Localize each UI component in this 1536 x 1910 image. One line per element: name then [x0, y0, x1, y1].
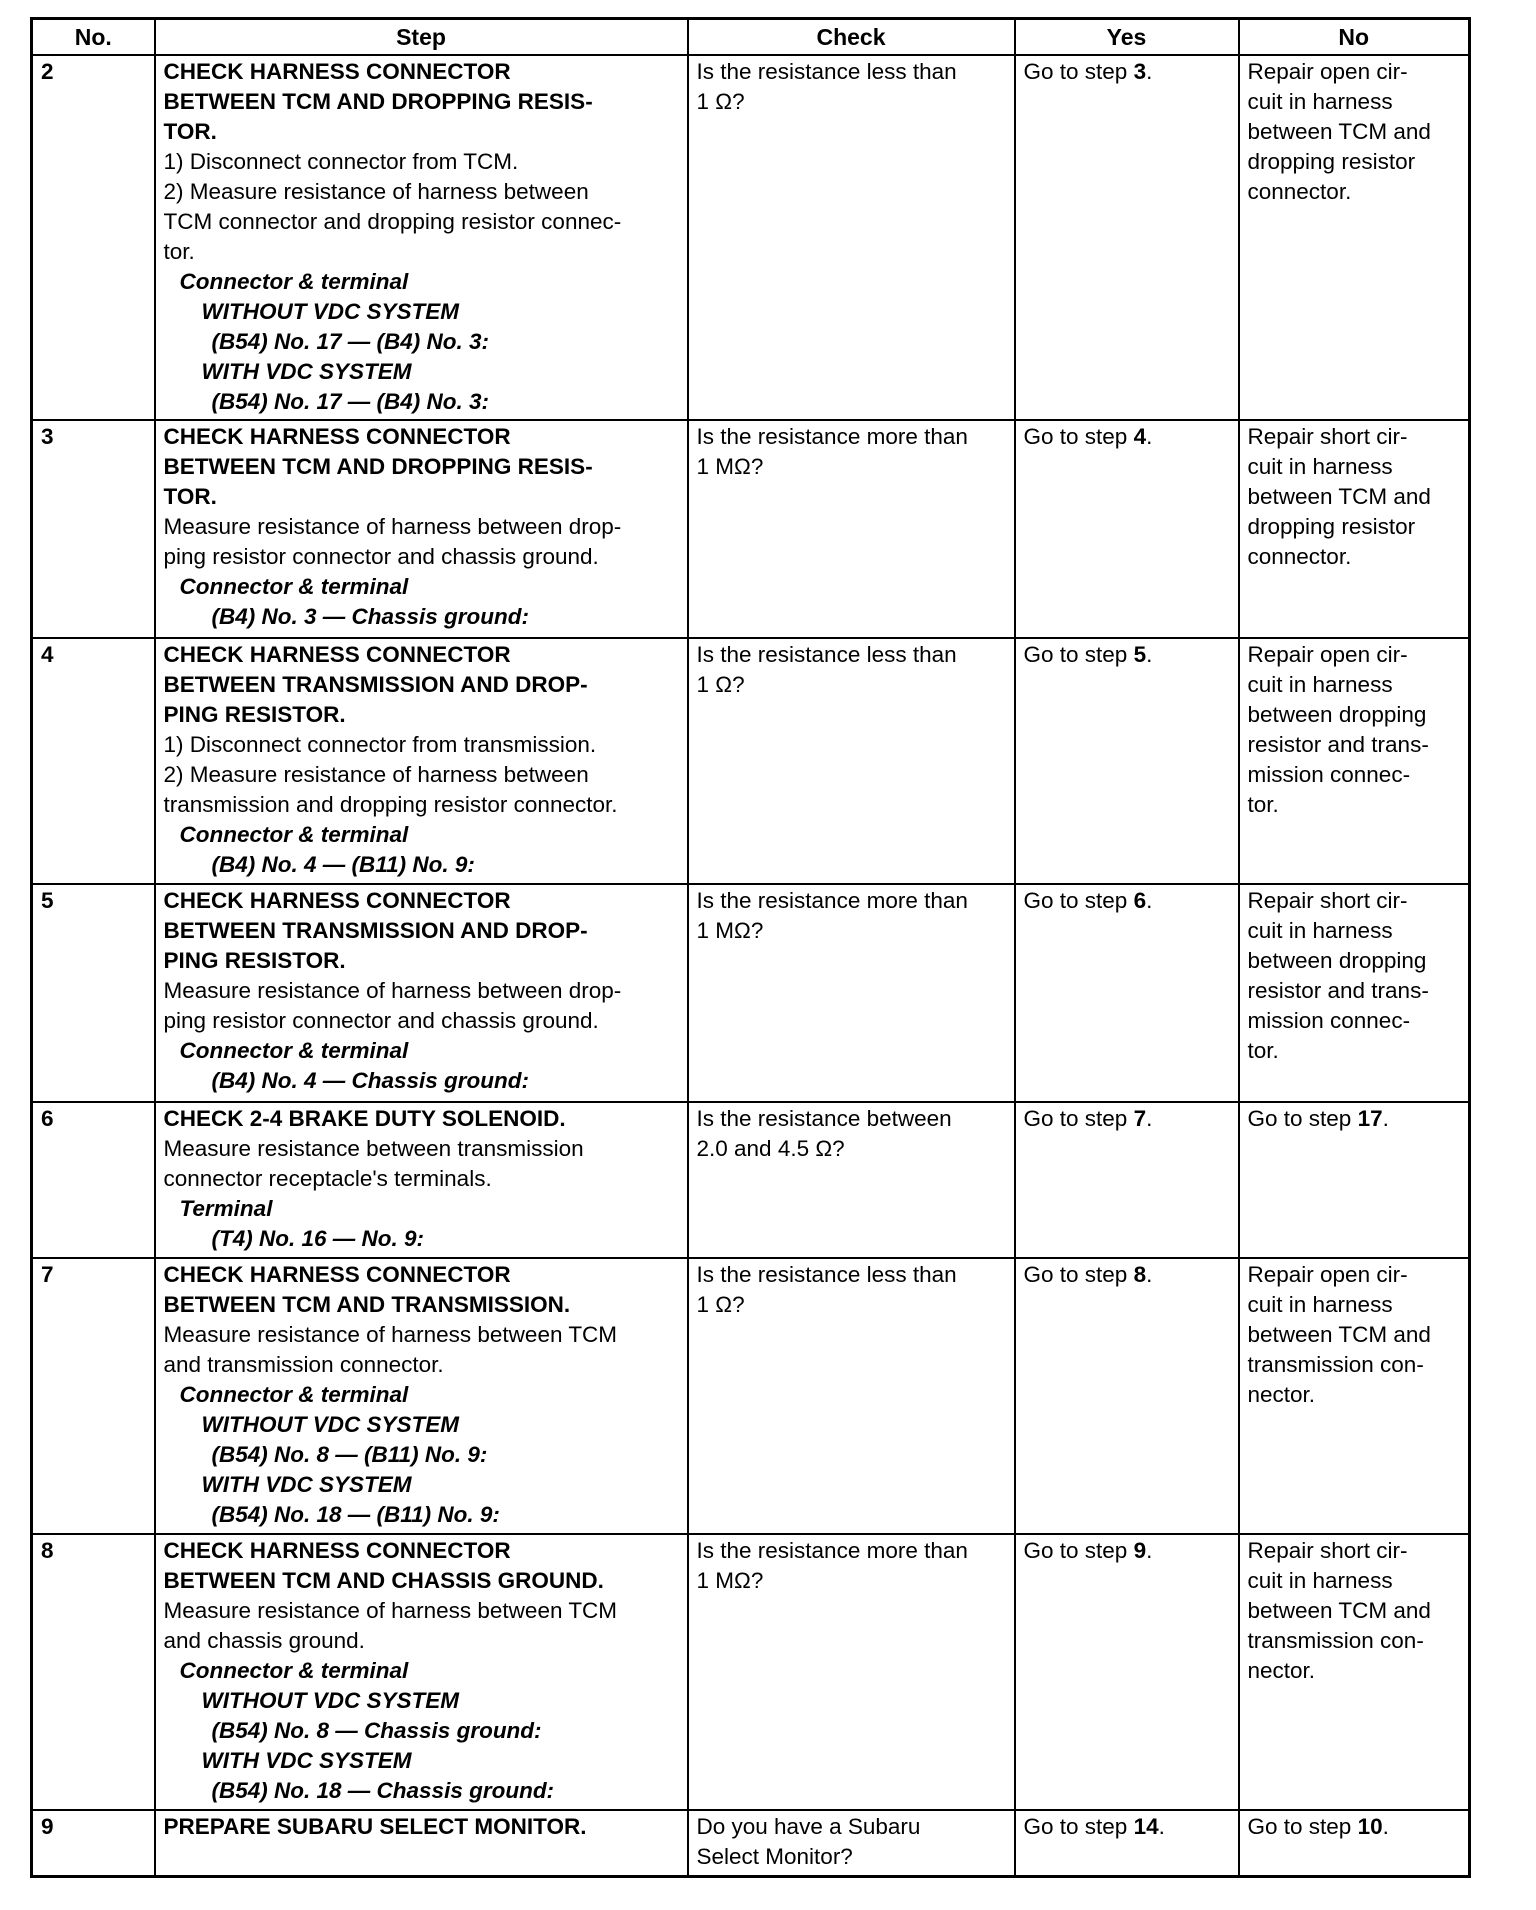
- check-question: Is the resistance more than 1 MΩ?: [696, 424, 968, 479]
- step-title: CHECK HARNESS CONNECTOR BETWEEN TCM AND TRANSMISSION.: [163, 1262, 571, 1317]
- system-label: WITHOUT VDC SYSTEM: [201, 1688, 459, 1713]
- step-number: 3: [32, 420, 155, 638]
- header-yes: Yes: [1015, 19, 1239, 56]
- step-body: 1) Disconnect connector from transmission. 2) Measure resistance of harness between transmission and dropping resistor connector.: [163, 732, 618, 817]
- header-check: Check: [688, 19, 1015, 56]
- no-cell: [1239, 1258, 1470, 1534]
- no-text-end: .: [1382, 1106, 1389, 1131]
- step-number: 2: [32, 55, 155, 420]
- yes-text: Go to step: [1023, 424, 1134, 449]
- yes-text: Go to step: [1023, 1814, 1134, 1839]
- no-action-text: Repair open cir- cuit in harness between TCM and dropping resistor connector.: [1247, 59, 1431, 204]
- yes-cell: [1015, 420, 1239, 638]
- terminal-value: (B54) No. 8 — Chassis ground:: [211, 1718, 542, 1743]
- step-body: Measure resistance of harness between TCM and chassis ground.: [163, 1598, 618, 1653]
- connector-label: Connector & terminal: [179, 269, 409, 294]
- step-cell: [155, 1102, 688, 1258]
- terminal-value: (B54) No. 17 — (B4) No. 3:: [211, 329, 490, 354]
- step-title: CHECK HARNESS CONNECTOR BETWEEN TCM AND CHASSIS GROUND.: [163, 1538, 604, 1593]
- step-cell: [155, 1534, 688, 1810]
- step-number: 5: [32, 884, 155, 1102]
- no-cell: [1239, 638, 1470, 884]
- header-no: No.: [32, 19, 155, 56]
- yes-cell: [1015, 1810, 1239, 1876]
- check-question: Is the resistance less than 1 Ω?: [696, 642, 957, 697]
- yes-text: Go to step: [1023, 642, 1134, 667]
- check-question: Is the resistance more than 1 MΩ?: [696, 1538, 968, 1593]
- check-question: Is the resistance less than 1 Ω?: [696, 59, 957, 114]
- yes-text-end: .: [1146, 1106, 1153, 1131]
- yes-cell: [1015, 1258, 1239, 1534]
- step-title: CHECK HARNESS CONNECTOR BETWEEN TRANSMISSION AND DROP- PING RESISTOR.: [163, 888, 588, 973]
- table-row: [32, 1534, 1470, 1810]
- yes-step-link: 3: [1133, 59, 1147, 84]
- yes-text-end: .: [1146, 59, 1153, 84]
- no-action-text: Repair short cir- cuit in harness between TCM and transmission con- nector.: [1247, 1538, 1431, 1683]
- no-step-link: 17: [1357, 1106, 1383, 1131]
- check-cell: [688, 1102, 1015, 1258]
- header-step: Step: [155, 19, 688, 56]
- check-cell: [688, 1258, 1015, 1534]
- check-cell: [688, 1534, 1015, 1810]
- connector-label: Connector & terminal: [179, 1038, 409, 1063]
- yes-step-link: 6: [1133, 888, 1147, 913]
- no-cell: [1239, 1102, 1470, 1258]
- connector-label: Connector & terminal: [179, 574, 409, 599]
- header-no-action: No: [1239, 19, 1470, 56]
- yes-text-end: .: [1158, 1814, 1165, 1839]
- check-cell: [688, 420, 1015, 638]
- step-cell: [155, 420, 688, 638]
- step-body: Measure resistance between transmission connector receptacle's terminals.: [163, 1136, 584, 1191]
- step-title: CHECK HARNESS CONNECTOR BETWEEN TCM AND DROPPING RESIS- TOR.: [163, 424, 593, 509]
- yes-text: Go to step: [1023, 59, 1134, 84]
- connector-label: Connector & terminal: [179, 1382, 409, 1407]
- no-action-text: Repair short cir- cuit in harness between TCM and dropping resistor connector.: [1247, 424, 1431, 569]
- check-question: Is the resistance between 2.0 and 4.5 Ω?: [696, 1106, 952, 1161]
- terminal-value: (T4) No. 16 — No. 9:: [211, 1226, 425, 1251]
- table-row: [32, 55, 1470, 420]
- step-cell: [155, 638, 688, 884]
- system-label: WITH VDC SYSTEM: [201, 1472, 412, 1497]
- no-action-text: Repair open cir- cuit in harness between TCM and transmission con- nector.: [1247, 1262, 1431, 1407]
- no-cell: [1239, 420, 1470, 638]
- system-label: WITH VDC SYSTEM: [201, 359, 412, 384]
- yes-cell: [1015, 884, 1239, 1102]
- system-label: WITHOUT VDC SYSTEM: [201, 1412, 459, 1437]
- terminal-value: (B54) No. 17 — (B4) No. 3:: [211, 389, 490, 414]
- check-cell: [688, 1810, 1015, 1876]
- no-action-text: Repair short cir- cuit in harness between dropping resistor and trans- mission connec- tor.: [1247, 888, 1429, 1063]
- check-cell: [688, 884, 1015, 1102]
- step-cell: [155, 884, 688, 1102]
- no-step-link: 10: [1357, 1814, 1383, 1839]
- table-row: [32, 638, 1470, 884]
- yes-text: Go to step: [1023, 1262, 1134, 1287]
- yes-cell: [1015, 638, 1239, 884]
- yes-text: Go to step: [1023, 1538, 1134, 1563]
- step-body: Measure resistance of harness between TCM and transmission connector.: [163, 1322, 618, 1377]
- table-row: [32, 884, 1470, 1102]
- connector-label: Connector & terminal: [179, 822, 409, 847]
- diagnostic-table: [30, 17, 1471, 1878]
- step-number: 7: [32, 1258, 155, 1534]
- step-cell: [155, 1810, 688, 1876]
- table-row: [32, 1810, 1470, 1876]
- no-text: Go to step: [1247, 1106, 1358, 1131]
- yes-text-end: .: [1146, 642, 1153, 667]
- no-cell: [1239, 1534, 1470, 1810]
- yes-cell: [1015, 1102, 1239, 1258]
- step-cell: [155, 55, 688, 420]
- no-cell: [1239, 884, 1470, 1102]
- connector-label: Terminal: [179, 1196, 273, 1221]
- step-title: CHECK HARNESS CONNECTOR BETWEEN TCM AND DROPPING RESIS- TOR.: [163, 59, 593, 144]
- system-label: WITHOUT VDC SYSTEM: [201, 299, 459, 324]
- yes-text-end: .: [1146, 1538, 1153, 1563]
- yes-text-end: .: [1146, 1262, 1153, 1287]
- step-number: 4: [32, 638, 155, 884]
- table-row: [32, 420, 1470, 638]
- terminal-value: (B4) No. 3 — Chassis ground:: [211, 604, 530, 629]
- yes-step-link: 7: [1133, 1106, 1147, 1131]
- no-text-end: .: [1382, 1814, 1389, 1839]
- no-action-text: Repair open cir- cuit in harness between dropping resistor and trans- mission connec- tor.: [1247, 642, 1429, 817]
- step-title: PREPARE SUBARU SELECT MONITOR.: [163, 1814, 587, 1839]
- check-question: Is the resistance less than 1 Ω?: [696, 1262, 957, 1317]
- step-number: 6: [32, 1102, 155, 1258]
- header-row: [32, 19, 1470, 56]
- yes-step-link: 4: [1133, 424, 1147, 449]
- check-question: Is the resistance more than 1 MΩ?: [696, 888, 968, 943]
- yes-text-end: .: [1146, 888, 1153, 913]
- step-number: 8: [32, 1534, 155, 1810]
- connector-label: Connector & terminal: [179, 1658, 409, 1683]
- system-label: WITH VDC SYSTEM: [201, 1748, 412, 1773]
- yes-cell: [1015, 1534, 1239, 1810]
- step-body: Measure resistance of harness between drop- ping resistor connector and chassis ground.: [163, 514, 622, 569]
- yes-text: Go to step: [1023, 1106, 1134, 1131]
- check-question: Do you have a Subaru Select Monitor?: [696, 1814, 921, 1869]
- no-cell: [1239, 1810, 1470, 1876]
- yes-step-link: 14: [1133, 1814, 1159, 1839]
- step-title: CHECK 2-4 BRAKE DUTY SOLENOID.: [163, 1106, 566, 1131]
- terminal-value: (B54) No. 8 — (B11) No. 9:: [211, 1442, 488, 1467]
- yes-cell: [1015, 55, 1239, 420]
- step-cell: [155, 1258, 688, 1534]
- table-row: [32, 1258, 1470, 1534]
- check-cell: [688, 638, 1015, 884]
- terminal-value: (B4) No. 4 — (B11) No. 9:: [211, 852, 475, 877]
- yes-step-link: 9: [1133, 1538, 1147, 1563]
- no-cell: [1239, 55, 1470, 420]
- step-title: CHECK HARNESS CONNECTOR BETWEEN TRANSMISSION AND DROP- PING RESISTOR.: [163, 642, 588, 727]
- step-body: Measure resistance of harness between drop- ping resistor connector and chassis ground.: [163, 978, 622, 1033]
- yes-step-link: 5: [1133, 642, 1147, 667]
- step-number: 9: [32, 1810, 155, 1876]
- yes-text: Go to step: [1023, 888, 1134, 913]
- no-text: Go to step: [1247, 1814, 1358, 1839]
- step-body: 1) Disconnect connector from TCM. 2) Measure resistance of harness between TCM connector and dropping resistor connec- tor.: [163, 149, 622, 264]
- yes-step-link: 8: [1133, 1262, 1147, 1287]
- table-row: [32, 1102, 1470, 1258]
- check-cell: [688, 55, 1015, 420]
- terminal-value: (B54) No. 18 — Chassis ground:: [211, 1778, 555, 1803]
- terminal-value: (B54) No. 18 — (B11) No. 9:: [211, 1502, 500, 1527]
- yes-text-end: .: [1146, 424, 1153, 449]
- terminal-value: (B4) No. 4 — Chassis ground:: [211, 1068, 530, 1093]
